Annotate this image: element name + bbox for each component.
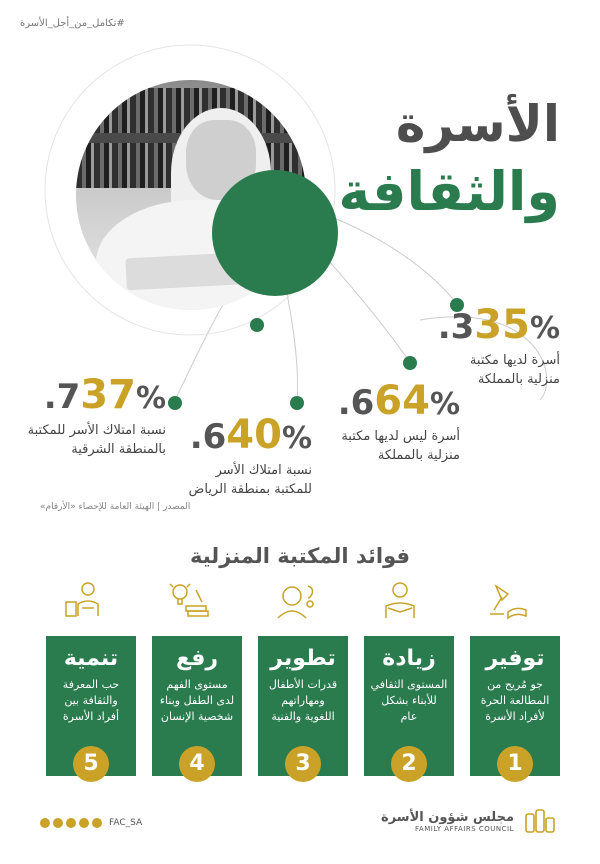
- student-reading-icon: [376, 580, 424, 620]
- council-logo-icon: [522, 806, 560, 836]
- stat-decimal: .7: [43, 377, 81, 417]
- facebook-icon[interactable]: [66, 818, 76, 828]
- benefit-line: لدى الطفل وبناء: [159, 693, 235, 707]
- stat-whole: 35: [474, 302, 530, 348]
- benefit-line: أفراد الأسرة: [62, 709, 120, 723]
- council-logo: [381, 806, 560, 836]
- stat-label: منزلية بالمملكة: [477, 371, 560, 387]
- stat-label: أسرة ليس لديها مكتبة: [341, 429, 460, 444]
- reading-lamp-icon: [482, 580, 530, 620]
- stat-whole: 37: [80, 372, 136, 418]
- benefit-number-badge: 4: [179, 746, 215, 782]
- page-title-line2: والثقافة: [338, 160, 560, 223]
- benefit-number-badge: 5: [73, 746, 109, 782]
- stat-label: بالمنطقة الشرقية: [71, 441, 166, 457]
- stat-decimal: .3: [437, 307, 475, 347]
- benefit-number-badge: 2: [391, 746, 427, 782]
- benefit-line: لأفراد الأسرة: [485, 709, 545, 723]
- stat-percent: %: [281, 421, 312, 456]
- snapchat-icon[interactable]: [92, 818, 102, 828]
- social-links: [40, 818, 142, 828]
- stat-dot: [290, 396, 304, 410]
- benefit-line: جو مُريح من: [487, 678, 543, 691]
- logo-english: FAMILY AFFAIRS COUNCIL: [415, 824, 514, 833]
- benefit-line: عام: [400, 709, 418, 723]
- stat-dot: [168, 396, 182, 410]
- benefit-caption: تنمية: [63, 646, 119, 671]
- stat-label: أسرة لديها مكتبة: [469, 353, 560, 368]
- benefit-line: المطالعة الحرة: [480, 693, 550, 707]
- family-reading-icon: [60, 580, 108, 620]
- benefit-line: مستوى الفهم: [166, 678, 228, 691]
- benefit-caption: تطوير: [270, 646, 336, 671]
- benefit-line: شخصية الإنسان: [160, 709, 234, 723]
- stat-percent: %: [429, 387, 460, 422]
- benefit-line: اللغوية والفنية: [271, 709, 335, 723]
- stat-dot: [250, 318, 264, 332]
- stat-40-6: [189, 412, 312, 500]
- stat-decimal: .6: [189, 417, 227, 457]
- benefit-line: والثقافة بين: [64, 693, 118, 707]
- youtube-icon[interactable]: [79, 818, 89, 828]
- instagram-icon[interactable]: [53, 818, 63, 828]
- lightbulb-books-icon: [166, 580, 214, 620]
- benefit-line: للأبناء بشكل: [381, 693, 437, 707]
- stat-35-3: [438, 302, 560, 390]
- stat-label: نسبة امتلاك الأسر للمكتبة: [27, 423, 166, 438]
- source-note: المصدر | الهيئة العامة للإحصاء «الأرقام»: [40, 502, 191, 512]
- page-title-line1: الأسرة: [395, 95, 560, 153]
- stat-label: منزلية بالمملكة: [377, 447, 460, 463]
- logo-arabic: مجلس شؤون الأسرة: [381, 809, 514, 825]
- stat-percent: %: [529, 311, 560, 346]
- hashtag: #تكامل_من_أجل_الأسرة: [20, 18, 125, 29]
- stat-percent: %: [135, 381, 166, 416]
- benefit-caption: زيادة: [382, 646, 436, 671]
- benefit-number-badge: 3: [285, 746, 321, 782]
- benefit-number-badge: 1: [497, 746, 533, 782]
- stat-label: نسبة امتلاك الأسر: [215, 463, 312, 478]
- stat-dot: [403, 356, 417, 370]
- stat-64-6: [338, 378, 460, 466]
- stat-label: للمكتبة بمنطقة الرياض: [188, 481, 312, 497]
- benefit-caption: رفع: [175, 646, 219, 671]
- stat-whole: 64: [374, 378, 430, 424]
- benefit-line: المستوى الثقافي: [370, 678, 448, 691]
- benefit-caption: توفير: [485, 646, 545, 671]
- benefit-line: حب المعرفة: [62, 678, 120, 691]
- stat-37-7: [28, 372, 166, 460]
- social-handle[interactable]: FAC_SA: [109, 818, 143, 828]
- benefit-line: قدرات الأطفال: [268, 678, 338, 691]
- benefits-title: فوائد المكتبة المنزلية: [190, 544, 410, 568]
- stat-whole: 40: [226, 412, 282, 458]
- stat-decimal: .6: [337, 383, 375, 423]
- twitter-icon[interactable]: [40, 818, 50, 828]
- child-ideas-icon: [272, 580, 320, 620]
- benefit-line: ومهاراتهم: [281, 693, 325, 707]
- accent-circle: [212, 170, 338, 296]
